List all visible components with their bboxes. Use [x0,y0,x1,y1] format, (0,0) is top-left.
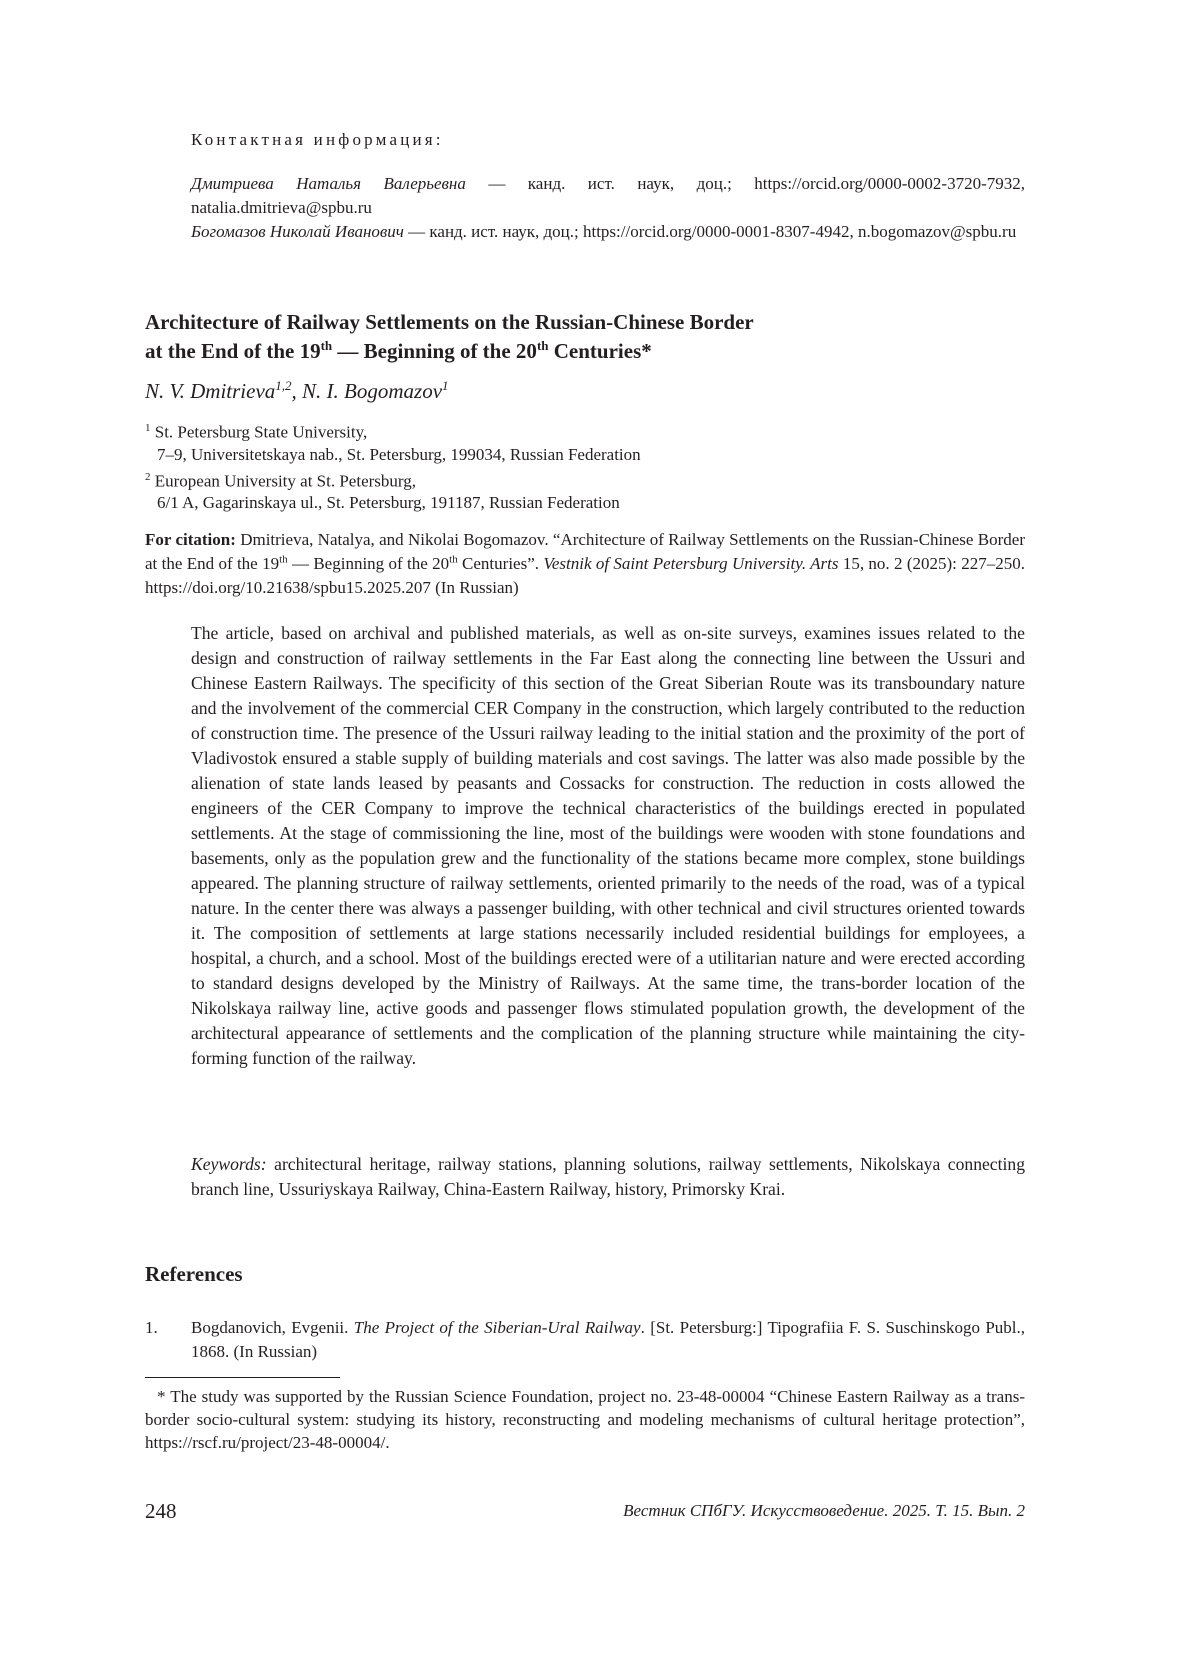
title-line-2: at the End of the 19th — Beginning of the 20th Centuries* [145,338,652,363]
article-title [145,308,1025,366]
contact-heading: Контактная информация: [191,130,444,149]
contact-author-1 [191,172,1025,220]
contact-author-1-name: Дмитриева Наталья Валерьевна [191,174,466,193]
citation: For citation: Dmitrieva, Natalya, and Nikolai Bogomazov. “Architecture of Railway Settlements on the Russian-Chinese Border at the End of the 19th — Beginning of the 20th Centuries”. Vestnik of Saint Petersburg University. Arts 15, no. 2 (2025): 227–250. https://doi.org/10.21638/spbu15.2025.207 (In Russian) [145,530,1025,597]
keywords: Keywords: architectural heritage, railway stations, planning solutions, railway settlements, Nikolskaya connecting branch line, Ussuriyskaya Railway, China-Eastern Railway, history, Primorsky Krai. [191,1154,1025,1199]
page-number: 248 [145,1499,177,1523]
footnote-divider [145,1377,340,1378]
footnote: * The study was supported by the Russian Science Foundation, project no. 23-48-00004 “Chinese Eastern Railway as a trans-border socio-cultural system: studying its history, reconstructing and modeling mechanisms of cultural heritage protection”, https://rscf.ru/project/23-48-00004/. [145,1387,1025,1452]
affiliation-2-address: 6/1 A, Gagarinskaya ul., St. Petersburg, 191187, Russian Federation [157,493,620,513]
keywords-label: Keywords: [191,1154,267,1174]
contact-author-2-details: — канд. ист. наук, доц.; https://orcid.org/0000-0001-8307-4942, n.bogomazov@spbu.ru [403,222,1017,241]
affiliations [145,417,1025,514]
affiliation-2: $^2$ European University at St. Petersburg, [145,470,417,491]
title-line-1: Architecture of Railway Settlements on the Russian-Chinese Border [145,310,754,334]
reference-text: Bogdanovich, Evgenii. The Project of the Siberian-Ural Railway. [St. Petersburg:] Tipografiia F. S. Suschinskogo Publ., 1868. (In Russian) [191,1318,1026,1361]
affiliation-1: $^1$ St. Petersburg State University, [145,422,368,442]
citation-label: For citation: [145,530,236,549]
author-1: N. V. Dmitrieva [145,379,276,403]
citation-journal: Vestnik of Saint Petersburg University. Arts [543,554,839,573]
affiliation-1-address: 7–9, Universitetskaya nab., St. Petersburg, 199034, Russian Federation [157,444,641,464]
abstract: The article, based on archival and published materials, as well as on-site surveys, examines issues related to the design and construction of railway settlements in the Far East along the connecting line between the Ussuri and Chinese Eastern Railways. The specificity of this section of the Great Siberian Route was its transboundary nature and the involvement of the commercial CER Company in the construction, which largely contributed to the reduction of construction time. The presence of the Ussuri railway leading to the initial station and the proximity of the port of Vladivostok ensured a stable supply of building materials and cost savings. The latter was also made possible by the alienation of state lands leased by peasants and Cossacks for construction. The reduction in costs allowed the engineers of the CER Company to improve the technical characteristics of the buildings erected in populated settlements. At the stage of commissioning the line, most of the buildings were wooden with stone foundations and basements, only as the population grew and the functionality of the stations became more complex, stone buildings appeared. The planning structure of railway settlements, oriented primarily to the needs of the road, was of a typical nature. In the center there was always a passenger building, with other technical and civil structures oriented towards it. The composition of settlements at large stations necessarily included residential buildings for employees, a hospital, a church, and a school. Most of the buildings erected were of a utilitarian nature and were erected according to standard designs developed by the Ministry of Railways. At the same time, the trans-border location of the Nikolskaya railway line, active goods and passenger flows stimulated population growth, the development of the architectural appearance of settlements and the complication of the planning structure while maintaining the city-forming function of the railway. [191,623,1025,1068]
contact-author-1-details: — канд. ист. наук, доц.; https://orcid.org/0000-0002-3720-7932, natalia.dmitrieva@spbu.ru [191,174,1025,217]
references-heading: References [145,1262,243,1286]
contact-info [191,172,1025,244]
reference-number: 1. [145,1318,158,1337]
contact-author-2 [191,220,1025,244]
article-authors: N. V. Dmitrieva$^{1,2}$, N. I. Bogomazov$^1$ [145,378,449,403]
journal-running-footer: Вестник СПбГУ. Искусствоведение. 2025. Т. 15. Вып. 2 [623,1501,1025,1520]
contact-author-2-name: Богомазов Николай Иванович [191,222,404,241]
author-2: N. I. Bogomazov [302,379,443,403]
